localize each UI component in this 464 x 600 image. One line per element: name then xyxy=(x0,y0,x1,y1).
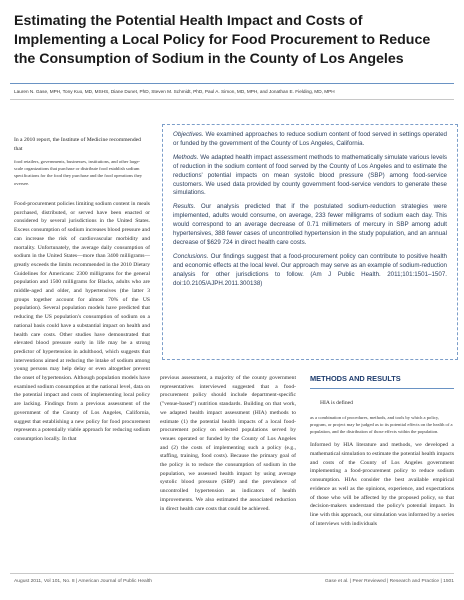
author-divider xyxy=(10,99,454,100)
section-heading: METHODS AND RESULTS xyxy=(310,374,401,383)
hia-quote: as a combination of procedures, methods, and tools by which a policy, program, or project may be judged as to its potential effects on the health of a population, and the distribution of those effects within the population. xyxy=(310,414,453,435)
section-divider xyxy=(310,388,454,389)
abstract-results: Results. Our analysis predicted that if the postulated sodium-reduction strategies were implemented, adults would consume, on average, 233 fewer milligrams of sodium each day. This would correspond to an average decrease of 0.71 millimeters of mercury in SBP among adult hypertensives, 388 fewer cases of uncontrolled hypertension in the study population, and an annual decrease of $629 724 in direct health care costs. xyxy=(173,203,447,246)
abstract-conclusions: Conclusions. Our findings suggest that a food-procurement policy can contribute to positive health and economic effects at the local level. Our approach may serve as an example of sodium-reduction analysis for other jurisdictions to follow. (Am J Public Health. 2011;101:1501–1507. doi:10.2105/AJPH.2011.300138) xyxy=(173,252,447,287)
left-column-body: Food-procurement policies limiting sodium content in meals purchased, distributed, or served have been enacted or considered by several jurisdictions in the United States. Excess consumption of sodium increases blood pressure and can increase the risk of cardiovascular morbidity and mortality. Unfortunately, the average daily consumption of sodium in the United States—more than 3400 milligrams—greatly exceeds the limits recommended in the 2010 Dietary Guidelines for Americans: 2300 milligrams for the general population and 1500 milligrams for Blacks, adults who are middle-aged and older, and hypertensives (the latter 3 groups together account for almost 70% of the US population). Several population models have predicted that reducing the US population's consumption of sodium on a national basis could have a substantial impact on health and health care costs. Other studies have demonstrated that elevated blood pressure early in life may be a strong predictor of hypertension in adulthood, which suggests that interventions aimed at reducing the intake of sodium among young persons may help delay or even altogether prevent the onset of hypertension. Although population models have examined sodium consumption at the national level, data on the potential impact and costs of implementing local policy are lacking. Findings from a previous assessment of the government of the County of Los Angeles, California, suggest that establishing a new policy for food procurement represents a potentially viable approach for reducing sodium consumption locally. In that xyxy=(14,201,150,442)
abstract-box xyxy=(162,124,458,360)
abstract-citation: (Am J Public Health. 2011;101:1501–1507. doi:10.2105/AJPH.2011.300138) xyxy=(173,270,447,287)
footer-page-info: Gase et al. | Peer Reviewed | Research and Practice | 1501 xyxy=(324,579,454,584)
abstract-objectives: Objectives. We examined approaches to reduce sodium content of food served in settings operated or funded by the government of the County of Los Angeles, California. xyxy=(173,131,447,147)
abstract-methods: Methods. We adapted health impact assessment methods to mathematically simulate various levels of reduction in the sodium content of food served by the County of Los Angeles and to estimate the reductions' potential impacts on mean systolic blood pressure (SBP) among food-service customers. We used data provided by county government food-service vendors to generate these simulations. xyxy=(173,153,447,197)
title-divider xyxy=(10,83,454,84)
footer-divider xyxy=(10,573,454,574)
author-list: Lauren N. Gase, MPH, Tony Kuo, MD, MSHS, Diane Dunet, PhD, Steven M. Schmidt, PhD, Paul A. Simon, MD, MPH, and Jonathan E. Fielding, MD, MPH xyxy=(14,89,335,94)
methods-section xyxy=(310,374,454,528)
hia-intro: HIA is defined xyxy=(320,400,353,406)
methods-body: Informed by HIA literature and methods, we developed a mathematical simulation to estimate the potential health impacts and costs of the County of Los Angeles government implementing a food-procurement policy to reduce sodium consumption. HIAs consider the best available empirical evidence as well as the opinions, experience, and expectations of those who will be affected by the proposed policy, so that decision-makers understand the policy's potential impact. In line with this approach, our simulation was informed by a series of interviews with individuals xyxy=(310,442,454,527)
iom-quote: food retailers, governments, businesses, institutions, and other large-scale organizations that purchase or distribute food establish sodium specifications for the food they purchase and the food operations they oversee. xyxy=(14,159,143,186)
intro-text: In a 2010 report, the Institute of Medicine recommended that xyxy=(14,137,141,152)
footer-journal-info: August 2011, Vol 101, No. 8 | American Journal of Public Health xyxy=(14,579,152,584)
middle-column-body: previous assessment, a majority of the county government representatives interviewed suggested that a food-procurement policy should include department-specific ("venue-based") nutrition standards. Building on that work, we adapted health impact assessment (HIA) methods to estimate (1) the potential health impacts of a local food-procurement policy on selected populations served by venues operated or funded by the County of Los Angeles and (2) the costs of implementing such a policy (e.g., staffing, training, food costs). Because the primary goal of the policy is to reduce the consumption of sodium in the population, we assessed health impact by using average systolic blood pressure (SBP) and the prevalence of uncontrolled hypertension as indicators of health improvements. We also estimated the associated reduction in direct health care costs that could be achieved. xyxy=(160,375,296,512)
article-title: Estimating the Potential Health Impact and Costs of Implementing a Local Policy for Food Procurement to Reduce the Consumption of Sodium in the County of Los Angeles xyxy=(14,13,431,67)
